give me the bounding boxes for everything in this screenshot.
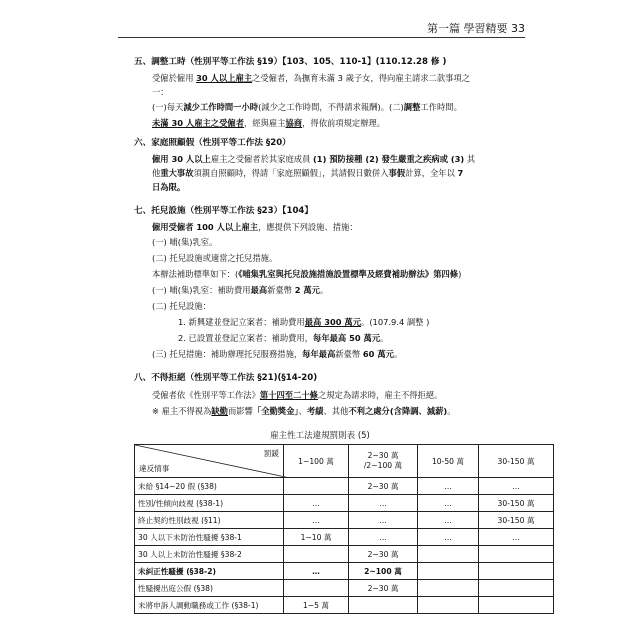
section-6-para-1: 僱用 30 人以上雇主之受僱者於其家庭成員 (1) 預防接種 (2) 發生嚴重之疾病或 (3) 其	[152, 154, 476, 164]
table-header-cell: 2~30 萬 /2~100 萬	[349, 445, 418, 478]
section-5-para-2: (一)每天減少工作時間一小時(減少之工作時間，不得請求報酬)。(二)調整工作時間。	[152, 102, 462, 112]
table-cell	[479, 563, 554, 580]
table-cell	[284, 580, 349, 597]
table-cell	[349, 597, 418, 614]
table-cell: 30-150 萬	[479, 512, 554, 529]
table-row-label: 未給 §14~20 假 (§38)	[135, 478, 284, 495]
table-row-label: 30 人以上未防治性騷擾 §38-2	[135, 546, 284, 563]
running-header: 第一篇 學習精要 33	[427, 22, 525, 35]
table-row	[135, 580, 554, 597]
table-cell: …	[284, 495, 349, 512]
table-cell	[284, 478, 349, 495]
section-5-para-1-cont: 一：	[152, 87, 169, 97]
table-cell	[479, 546, 554, 563]
section-7-heading: 七、托兒設施（性別平等工作法 §23）【104】	[134, 206, 313, 216]
table-row-label: 終止契約性別歧視 (§11)	[135, 512, 284, 529]
table-row	[135, 563, 554, 580]
table-cell: 1~10 萬	[284, 529, 349, 546]
table-cell	[479, 580, 554, 597]
section-7-subsidy-2-2: 2. 已設置並登記立案者：補助費用，每年最高 50 萬元。	[178, 333, 389, 343]
table-cell: …	[284, 512, 349, 529]
table-row	[135, 529, 554, 546]
table-row-label: 30 人以下未防治性騷擾 §38-1	[135, 529, 284, 546]
table-row	[135, 512, 554, 529]
section-8-note: ※ 雇主不得視為缺勤而影響「全勤獎金」、考績、其他不利之處分(含降調、減薪)。	[152, 406, 456, 416]
table-row-label: 未將申訴人調動職務或工作 (§38-1)	[135, 597, 284, 614]
section-7-item-2: (二) 托兒設施或適當之托兒措施。	[152, 253, 278, 263]
table-cell	[479, 597, 554, 614]
table-cell: …	[479, 529, 554, 546]
table-header-row	[135, 445, 554, 478]
table-cell: 2~100 萬	[349, 563, 418, 580]
section-5-heading: 五、調整工時（性別平等工作法 §19）【103、105、110-1】(110.12.28 修 )	[134, 57, 447, 67]
section-7-subsidy-intro: 本辦法補助標準如下：(《哺集乳室與托兒設施措施設置標準及經費補助辦法》第四條)	[152, 269, 462, 279]
table-cell	[284, 546, 349, 563]
table-header-cell: 30-150 萬	[479, 445, 554, 478]
table-cell: 1~5 萬	[284, 597, 349, 614]
section-8-heading: 八、不得拒絕（性別平等工作法 §21)(§14-20)	[134, 373, 318, 383]
table-cell: …	[418, 478, 479, 495]
corner-label-top: 罰鍰	[263, 449, 279, 458]
table-cell	[418, 563, 479, 580]
section-7-subsidy-2-1: 1. 新興建並登記立案者：補助費用最高 300 萬元。(107.9.4 調整 )	[178, 317, 430, 327]
table-caption: 雇主性工法違規罰則表 (5)	[270, 431, 370, 441]
table-cell	[418, 597, 479, 614]
table-cell	[418, 580, 479, 597]
table-corner-cell	[135, 445, 284, 478]
table-header-cell: 10-50 萬	[418, 445, 479, 478]
table-cell: …	[349, 495, 418, 512]
corner-label-bottom: 違反情事	[139, 464, 170, 473]
table-row	[135, 597, 554, 614]
table-cell: 2~30 萬	[349, 546, 418, 563]
section-6-para-3: 日為限。	[152, 182, 186, 192]
table-row	[135, 495, 554, 512]
table-header-cell: 1~100 萬	[284, 445, 349, 478]
table-cell: 2~30 萬	[349, 478, 418, 495]
header-rule	[118, 37, 525, 38]
table-cell: …	[349, 512, 418, 529]
table-cell	[418, 546, 479, 563]
section-8-para-1: 受僱者依《性別平等工作法》第十四至二十條之規定為請求時，雇主不得拒絕。	[152, 390, 443, 400]
section-5-para-1: 受僱於僱用 30 人以上雇主之受僱者，為撫育未滿 3 歲子女，得向雇主請求二款事項之	[152, 73, 471, 83]
table-cell: …	[418, 512, 479, 529]
table-cell: …	[349, 529, 418, 546]
table-row-label: 未糾正性騷擾 (§38-2)	[135, 563, 284, 580]
penalty-table	[134, 444, 554, 614]
section-6-heading: 六、家庭照顧假（性別平等工作法 §20）	[134, 138, 291, 148]
section-7-para-1: 僱用受僱者 100 人以上雇主，應提供下列設施、措施：	[152, 222, 358, 232]
table-cell: 2~30 萬	[349, 580, 418, 597]
section-7-subsidy-2: (二) 托兒設施：	[152, 301, 211, 311]
table-cell: …	[418, 529, 479, 546]
section-7-subsidy-3: (三) 托兒措施：補助辦理托兒服務措施，每年最高新臺幣 60 萬元。	[152, 349, 403, 359]
table-row-label: 性別/性傾向歧視 (§38-1)	[135, 495, 284, 512]
table-cell: 30-150 萬	[479, 495, 554, 512]
table-row	[135, 546, 554, 563]
table-cell: …	[284, 563, 349, 580]
section-7-subsidy-1: (一) 哺(集)乳室：補助費用最高新臺幣 2 萬元。	[152, 285, 329, 295]
table-row-label: 性騷擾出庭公假 (§38)	[135, 580, 284, 597]
table-row	[135, 478, 554, 495]
section-7-item-1: (一) 哺(集)乳室。	[152, 237, 218, 247]
table-cell: …	[479, 478, 554, 495]
table-cell: …	[418, 495, 479, 512]
section-5-para-3: 未滿 30 人雇主之受僱者，經與雇主協商，得依前項規定辦理。	[152, 118, 386, 128]
section-6-para-2: 他重大事故須親自照顧時，得請「家庭照顧假」，其請假日數併入事假計算，全年以 7	[152, 168, 464, 178]
